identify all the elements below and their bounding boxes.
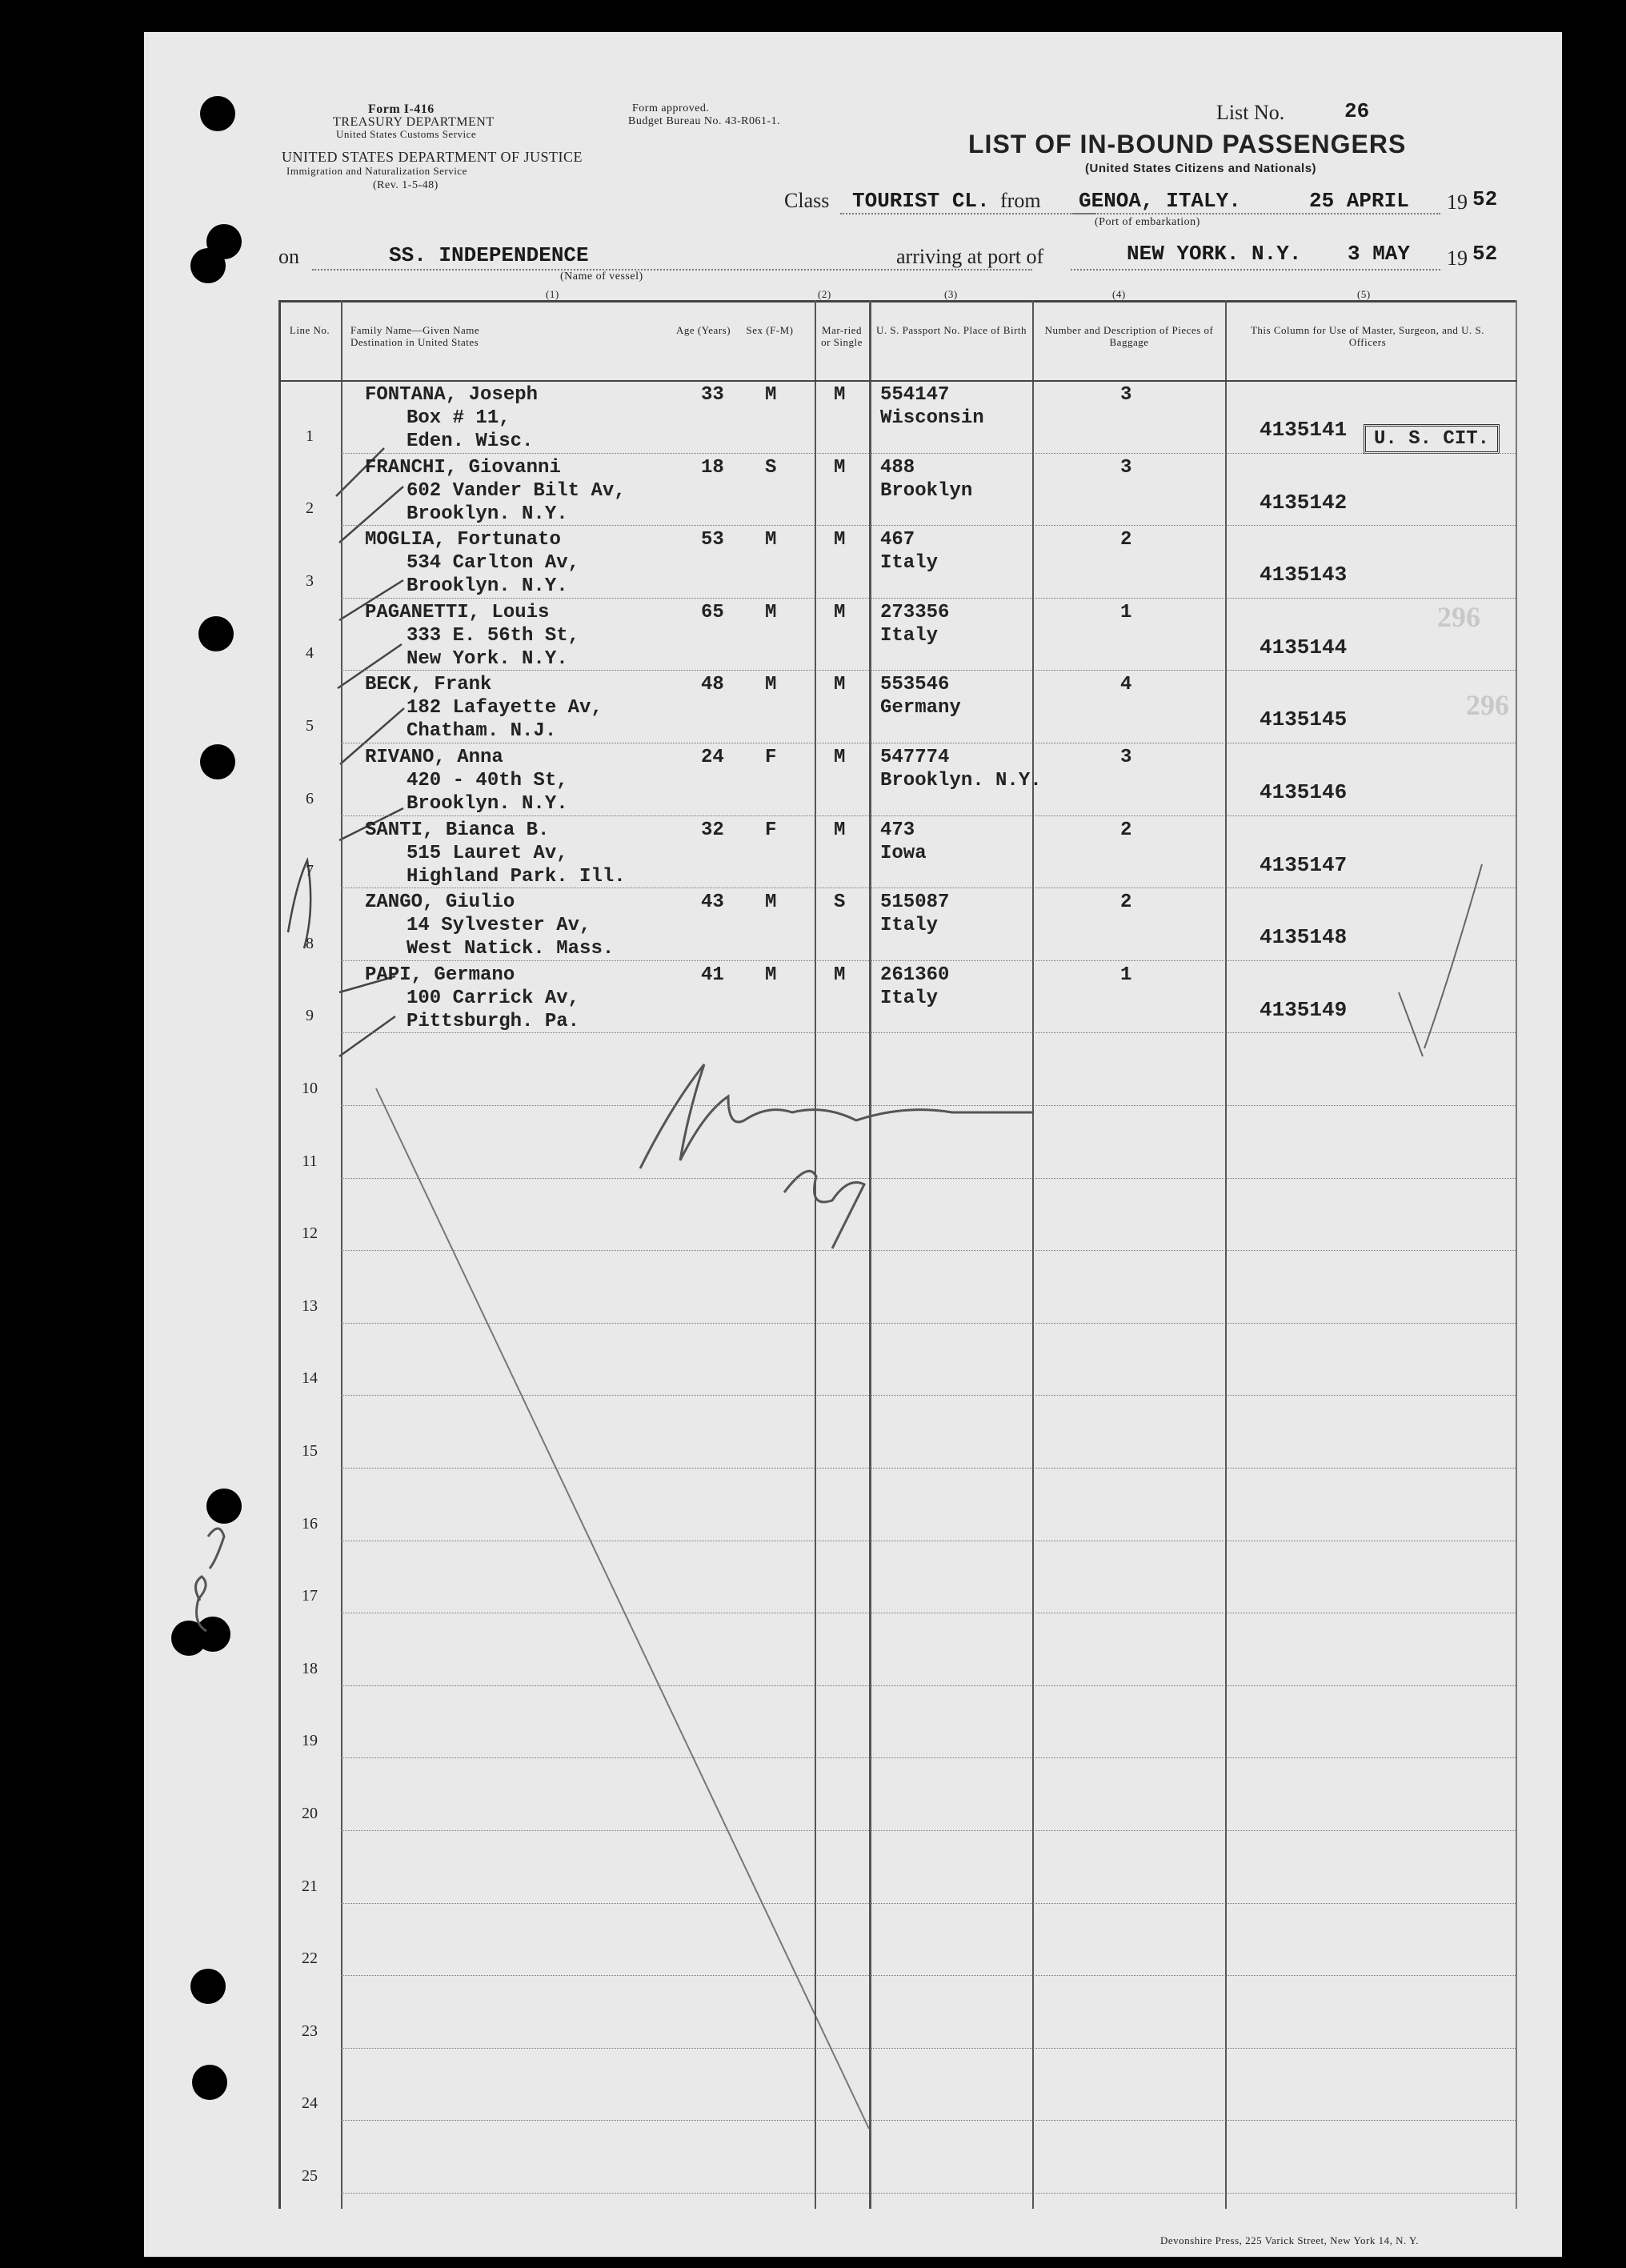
line-number: 7	[306, 862, 314, 880]
passport-number: 473	[880, 819, 915, 841]
arrival-port: NEW YORK. N.Y.	[1127, 242, 1302, 266]
row-rule	[341, 2120, 1517, 2121]
header-officers: This Column for Use of Master, Surgeon, and U. S. Officers	[1250, 324, 1485, 348]
marital-status: M	[834, 747, 846, 768]
line-number: 21	[302, 1877, 318, 1895]
address-city: Brooklyn. N.Y.	[406, 503, 568, 525]
line-number: 5	[306, 717, 314, 735]
row-rule	[341, 1830, 1517, 1831]
passport-number: 488	[880, 456, 915, 479]
line-number: 8	[306, 934, 314, 952]
line-number: 20	[302, 1805, 318, 1822]
marital-status: M	[834, 529, 846, 551]
place-of-birth: Italy	[880, 552, 939, 575]
row-rule	[341, 2048, 1517, 2049]
certificate-number: 4135145	[1260, 707, 1348, 732]
baggage-count: 1	[1120, 964, 1132, 986]
address-line: Box # 11,	[406, 407, 511, 429]
faint-mark: 296	[1437, 601, 1480, 633]
place-of-birth: Brooklyn. N.Y.	[880, 770, 1042, 791]
age: 18	[701, 456, 724, 479]
passenger-name: MOGLIA, Fortunato	[365, 529, 561, 551]
line-number: 1	[306, 427, 314, 445]
header-name: Family Name—Given Name Destination in United States	[350, 324, 480, 348]
arrival-year: 52	[1472, 242, 1498, 266]
row-rule	[341, 1105, 1517, 1106]
passport-number: 553546	[880, 674, 950, 696]
baggage-count: 2	[1120, 819, 1132, 841]
sex: M	[765, 601, 777, 623]
page-title: LIST OF IN-BOUND PASSENGERS	[968, 130, 1407, 158]
address-city: Brooklyn. N.Y.	[406, 793, 568, 815]
line-number: 16	[302, 1514, 318, 1533]
row-rule	[341, 1395, 1517, 1396]
us-citizen-stamp: U. S. CIT.	[1364, 424, 1500, 454]
line-number: 23	[302, 2022, 318, 2040]
baggage-count: 1	[1120, 601, 1132, 623]
passport-number: 554147	[880, 384, 950, 406]
address-city: Eden. Wisc.	[406, 431, 534, 452]
sex: M	[765, 892, 777, 914]
sex: M	[765, 384, 777, 406]
line-number: 9	[306, 1007, 314, 1025]
address-line: 14 Sylvester Av,	[406, 915, 591, 937]
sex: M	[765, 529, 777, 551]
baggage-count: 3	[1120, 456, 1132, 479]
class-value: TOURIST CL.	[852, 189, 990, 213]
row-rule	[341, 1757, 1517, 1758]
header-married: Mar-ried or Single	[821, 324, 863, 348]
marital-status: M	[834, 674, 846, 696]
header-age: Age (Years)	[675, 324, 731, 336]
line-number: 4	[306, 644, 314, 663]
customs-service: United States Customs Service	[336, 128, 477, 140]
arriving-label: arriving at port of	[896, 245, 1044, 268]
passport-number: 467	[880, 529, 915, 551]
arrival-date: 3 MAY	[1348, 242, 1411, 266]
embarkation-date: 25 APRIL	[1309, 189, 1409, 213]
certificate-number: 4135143	[1260, 563, 1348, 587]
passenger-name: PAGANETTI, Louis	[365, 601, 550, 623]
col-num-5: (5)	[1357, 288, 1371, 300]
row-rule	[341, 1250, 1517, 1251]
revision: (Rev. 1-5-48)	[373, 179, 439, 191]
doj-heading: UNITED STATES DEPARTMENT OF JUSTICE	[282, 149, 583, 165]
sex: S	[765, 456, 777, 479]
line-number: 12	[302, 1224, 318, 1243]
address-city: Pittsburgh. Pa.	[406, 1010, 580, 1032]
passenger-name: FONTANA, Joseph	[365, 384, 539, 406]
line-number: 22	[302, 1949, 318, 1968]
passenger-name: ZANGO, Giulio	[365, 892, 515, 914]
place-of-birth: Iowa	[880, 842, 927, 864]
address-line: 602 Vander Bilt Av,	[406, 479, 626, 502]
certificate-number: 4135148	[1260, 925, 1348, 950]
passenger-name: BECK, Frank	[365, 674, 492, 696]
certificate-number: 4135144	[1260, 635, 1348, 659]
printer-footer: Devonshire Press, 225 Varick Street, New York 14, N. Y.	[1160, 2234, 1419, 2246]
manifest-sheet	[144, 32, 1562, 2257]
list-no-value: 26	[1344, 99, 1370, 123]
port-of-embarkation: GENOA, ITALY.	[1079, 189, 1241, 213]
header-passport: U. S. Passport No. Place of Birth	[875, 324, 1027, 336]
line-number: 15	[302, 1442, 318, 1460]
header-baggage: Number and Description of Pieces of Baggage	[1044, 324, 1214, 348]
col-num-2: (2)	[818, 288, 831, 300]
line-number: 11	[302, 1152, 318, 1170]
passport-number: 261360	[880, 964, 950, 986]
col-num-4: (4)	[1112, 288, 1126, 300]
place-of-birth: Germany	[880, 697, 961, 719]
passenger-table	[278, 300, 1517, 2209]
form-approved: Form approved.	[632, 102, 710, 114]
certificate-number: 4135141	[1260, 418, 1348, 442]
list-no-label: List No.	[1216, 101, 1285, 124]
vessel-name: SS. INDEPENDENCE	[389, 243, 589, 267]
certificate-number: 4135146	[1260, 780, 1348, 804]
line-number: 6	[306, 789, 314, 807]
address-city: Brooklyn. N.Y.	[406, 575, 568, 598]
place-of-birth: Brooklyn	[880, 479, 973, 502]
place-of-birth: Italy	[880, 987, 939, 1009]
address-city: New York. N.Y.	[406, 647, 568, 670]
baggage-count: 2	[1120, 892, 1132, 914]
line-number: 14	[302, 1369, 318, 1388]
baggage-count: 4	[1120, 674, 1132, 696]
marital-status: M	[834, 456, 846, 479]
header-line-no: Line No.	[289, 324, 330, 336]
ins-heading: Immigration and Naturalization Service	[286, 165, 467, 177]
sex: F	[765, 819, 777, 841]
port-embark-note: (Port of embarkation)	[1095, 216, 1200, 228]
line-number: 3	[306, 571, 314, 590]
address-line: 333 E. 56th St,	[406, 624, 580, 647]
certificate-number: 4135147	[1260, 852, 1348, 877]
age: 24	[701, 747, 724, 768]
marital-status: M	[834, 384, 846, 406]
line-number: 19	[302, 1732, 318, 1750]
address-city: West Natick. Mass.	[406, 938, 615, 960]
passport-number: 273356	[880, 601, 950, 623]
embarkation-year: 52	[1472, 187, 1498, 211]
page-subtitle: (United States Citizens and Nationals)	[1085, 162, 1317, 175]
address-line: 534 Carlton Av,	[406, 552, 580, 575]
age: 41	[701, 964, 724, 986]
passenger-name: RIVANO, Anna	[365, 747, 503, 768]
address-line: 515 Lauret Av,	[406, 842, 568, 864]
year-prefix: 19	[1447, 190, 1468, 214]
line-number: 17	[302, 1587, 318, 1605]
line-number: 25	[302, 2167, 318, 2185]
age: 33	[701, 384, 724, 406]
certificate-number: 4135142	[1260, 490, 1348, 515]
baggage-count: 3	[1120, 384, 1132, 406]
address-city: Chatham. N.J.	[406, 720, 557, 743]
passport-number: 515087	[880, 892, 950, 914]
baggage-count: 3	[1120, 747, 1132, 768]
age: 32	[701, 819, 724, 841]
row-rule	[341, 1685, 1517, 1686]
place-of-birth: Italy	[880, 624, 939, 647]
address-line: 100 Carrick Av,	[406, 987, 580, 1009]
treasury-dept: TREASURY DEPARTMENT	[333, 115, 495, 129]
faint-mark: 296	[1466, 689, 1509, 721]
marital-status: S	[834, 892, 846, 914]
passenger-name: FRANCHI, Giovanni	[365, 456, 561, 479]
age: 43	[701, 892, 724, 914]
marital-status: M	[834, 819, 846, 841]
row-rule	[341, 2193, 1517, 2194]
vessel-note: (Name of vessel)	[560, 270, 643, 282]
age: 48	[701, 674, 724, 696]
place-of-birth: Italy	[880, 915, 939, 937]
place-of-birth: Wisconsin	[880, 407, 984, 429]
line-number: 24	[302, 2094, 318, 2113]
col-num-3: (3)	[944, 288, 958, 300]
marital-status: M	[834, 601, 846, 623]
passenger-name: SANTI, Bianca B.	[365, 819, 550, 841]
row-rule	[341, 1975, 1517, 1976]
class-label: Class	[784, 189, 830, 212]
from-label: from	[1000, 189, 1041, 212]
line-number: 2	[306, 499, 314, 518]
passenger-name: PAPI, Germano	[365, 964, 515, 986]
age: 65	[701, 601, 724, 623]
passport-number: 547774	[880, 747, 950, 768]
sex: M	[765, 964, 777, 986]
line-number: 18	[302, 1659, 318, 1677]
line-number: 13	[302, 1296, 318, 1315]
address-line: 182 Lafayette Av,	[406, 697, 603, 719]
age: 53	[701, 529, 724, 551]
baggage-count: 2	[1120, 529, 1132, 551]
row-rule	[341, 1468, 1517, 1469]
address-line: 420 - 40th St,	[406, 770, 568, 791]
certificate-number: 4135149	[1260, 997, 1348, 1022]
row-rule	[341, 1178, 1517, 1179]
budget-bureau: Budget Bureau No. 43-R061-1.	[628, 115, 781, 127]
year-prefix-2: 19	[1447, 246, 1468, 270]
sex: F	[765, 747, 777, 768]
sex: M	[765, 674, 777, 696]
col-num-1: (1)	[546, 288, 559, 300]
row-rule	[341, 1903, 1517, 1904]
row-rule	[341, 1323, 1517, 1324]
form-number: Form I-416	[368, 102, 435, 116]
on-label: on	[278, 245, 299, 268]
line-number: 10	[302, 1080, 318, 1097]
marital-status: M	[834, 964, 846, 986]
header-sex: Sex (F-M)	[746, 324, 794, 336]
address-city: Highland Park. Ill.	[406, 865, 626, 888]
